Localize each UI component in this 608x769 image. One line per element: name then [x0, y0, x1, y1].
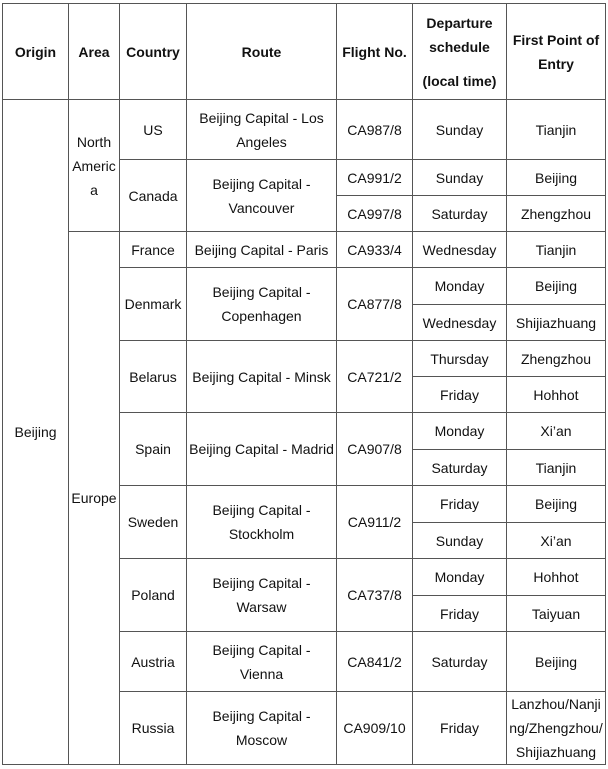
header-country: Country — [120, 4, 187, 100]
route-cell: Beijing Capital - Warsaw — [187, 559, 337, 632]
departure-cell: Friday — [413, 486, 507, 523]
flight-no-cell: CA877/8 — [337, 268, 413, 341]
header-flight-no: Flight No. — [337, 4, 413, 100]
departure-cell: Friday — [413, 692, 507, 765]
departure-cell: Sunday — [413, 523, 507, 559]
route-cell: Beijing Capital - Los Angeles — [187, 100, 337, 160]
entry-cell: Lanzhou/Nanjing/Zhengzhou/Shijiazhuang — [507, 692, 606, 765]
entry-cell: Zhengzhou — [507, 196, 606, 232]
entry-cell: Xi’an — [507, 523, 606, 559]
flight-no-cell: CA997/8 — [337, 196, 413, 232]
header-departure-line2: schedule — [429, 38, 490, 55]
entry-cell: Tianjin — [507, 450, 606, 486]
header-area: Area — [69, 4, 120, 100]
table-row — [3, 100, 606, 160]
entry-cell: Taiyuan — [507, 596, 606, 632]
flight-no-cell: CA907/8 — [337, 413, 413, 486]
country-cell: US — [120, 100, 187, 160]
country-cell: Spain — [120, 413, 187, 486]
departure-cell: Saturday — [413, 632, 507, 692]
country-cell: Russia — [120, 692, 187, 765]
route-cell: Beijing Capital - Copenhagen — [187, 268, 337, 341]
departure-cell: Sunday — [413, 100, 507, 160]
entry-cell: Zhengzhou — [507, 341, 606, 377]
entry-cell: Beijing — [507, 268, 606, 305]
country-cell: Poland — [120, 559, 187, 632]
flight-no-cell: CA987/8 — [337, 100, 413, 160]
country-cell: France — [120, 232, 187, 268]
entry-cell: Xi’an — [507, 413, 606, 450]
flight-no-cell: CA737/8 — [337, 559, 413, 632]
area-europe: Europe — [69, 232, 120, 765]
departure-cell: Wednesday — [413, 305, 507, 341]
route-cell: Beijing Capital - Moscow — [187, 692, 337, 765]
departure-cell: Monday — [413, 413, 507, 450]
departure-cell: Saturday — [413, 450, 507, 486]
flight-no-cell: CA909/10 — [337, 692, 413, 765]
departure-cell: Friday — [413, 596, 507, 632]
flight-schedule-table — [2, 3, 606, 765]
header-row — [3, 4, 606, 100]
route-cell: Beijing Capital - Vienna — [187, 632, 337, 692]
header-origin: Origin — [3, 4, 69, 100]
country-cell: Denmark — [120, 268, 187, 341]
entry-cell: Tianjin — [507, 232, 606, 268]
flight-no-cell: CA911/2 — [337, 486, 413, 559]
entry-cell: Hohhot — [507, 377, 606, 413]
entry-cell: Beijing — [507, 160, 606, 196]
route-cell: Beijing Capital - Stockholm — [187, 486, 337, 559]
flight-no-cell: CA933/4 — [337, 232, 413, 268]
route-cell: Beijing Capital - Paris — [187, 232, 337, 268]
header-departure-schedule — [413, 4, 507, 100]
country-cell: Canada — [120, 160, 187, 232]
entry-cell: Shijiazhuang — [507, 305, 606, 341]
departure-cell: Sunday — [413, 160, 507, 196]
route-cell: Beijing Capital - Vancouver — [187, 160, 337, 232]
area-north-america: North America — [69, 100, 120, 232]
country-cell: Belarus — [120, 341, 187, 413]
entry-cell: Beijing — [507, 632, 606, 692]
departure-cell: Thursday — [413, 341, 507, 377]
departure-cell: Monday — [413, 268, 507, 305]
entry-cell: Tianjin — [507, 100, 606, 160]
table-row — [3, 232, 606, 268]
flight-no-cell: CA991/2 — [337, 160, 413, 196]
header-first-point-of-entry: First Point of Entry — [507, 4, 606, 100]
flight-no-cell: CA841/2 — [337, 632, 413, 692]
departure-cell: Monday — [413, 559, 507, 596]
country-cell: Sweden — [120, 486, 187, 559]
departure-cell: Wednesday — [413, 232, 507, 268]
origin-cell: Beijing — [3, 100, 69, 765]
route-cell: Beijing Capital - Minsk — [187, 341, 337, 413]
departure-cell: Saturday — [413, 196, 507, 232]
header-departure-line1: Departure — [426, 14, 493, 31]
flight-no-cell: CA721/2 — [337, 341, 413, 413]
header-departure-line3: (local time) — [422, 72, 497, 89]
header-route: Route — [187, 4, 337, 100]
entry-cell: Hohhot — [507, 559, 606, 596]
entry-cell: Beijing — [507, 486, 606, 523]
country-cell: Austria — [120, 632, 187, 692]
route-cell: Beijing Capital - Madrid — [187, 413, 337, 486]
departure-cell: Friday — [413, 377, 507, 413]
